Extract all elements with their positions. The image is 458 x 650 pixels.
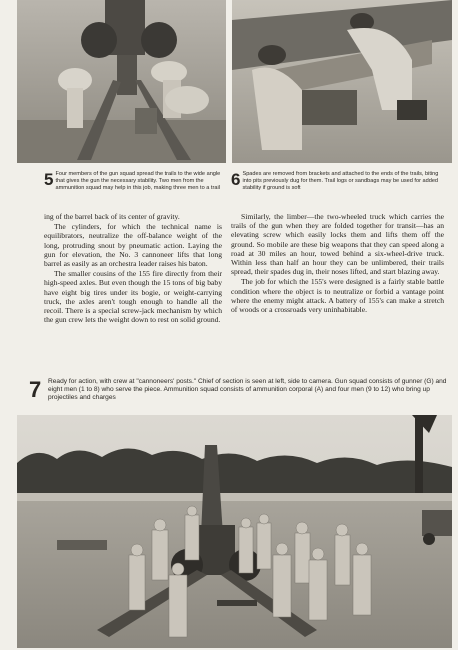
paragraph: Similarly, the limber—the two-wheeled truck which carries the trails of the gun when they are folded together for transit—has an elevating screw which easily locks them and lifts them off the ground. So mobile are these big weapons that they can speed along a road at 30 miles an hour, towed behind a six-wheel-drive truck. Within less than half an hour they can be unlimbered, their trails spread, their spades dug in, their noses lifted, and start blazing away. (231, 212, 444, 277)
caption-5 (44, 171, 224, 192)
caption-number: 6 (231, 170, 241, 189)
caption-number: 5 (44, 170, 54, 189)
paragraph: The cylinders, for which the technical name is equilibrators, neutralize the off-balance weight of the long, protruding snout by pneumatic action. Laying the gun for elevation, the No. 3 cannoneer lifts that long barrel as easily as an orchestra leader raises his baton. (44, 222, 222, 269)
caption-text: Ready for action, with crew at "cannoneers' posts." Chief of section is seen at left, side to camera. Gun squad consists of gunner (G) and eight men (1 to 8) who serve the piece. Ammunition squad consists of ammunition corporal (A) and four men (9 to 12) who bring up projectiles and charges (48, 378, 447, 402)
trails-spread-photo (17, 0, 226, 163)
paragraph: The smaller cousins of the 155 fire directly from their high-speed axles. But even though the 15 tons of big baby have eight big tires under its bogie, or weight-carrying truck, the axles aren't tough enough to handle all the recoil. There is a special screw-jack mechanism by which the gun crew lets the weight down to rest on solid ground. (44, 269, 222, 325)
paragraph: ing of the barrel back of its center of gravity. (44, 212, 180, 221)
caption-number: 7 (29, 377, 42, 402)
spades-attached-photo (232, 0, 452, 163)
caption-text: Spades are removed from brackets and attached to the ends of the trails, biting into pits previously dug for them. Trail logs or sandbags may be used for added stability if ground is soft (242, 171, 439, 191)
paragraph: The job for which the 155's were designed is a fairly stable battle condition where the object is to neutralize or forbid a vantage point where the enemy might attack. A battery of 155's can make a stretch of woods or a crossroads very uninhabitable. (231, 277, 444, 315)
caption-text: Four members of the gun squad spread the trails to the wide angle that gives the gun the necessary stability. Two men from the ammunition squad may help in this job, making three men to a trail (55, 171, 221, 191)
body-column-right (231, 212, 444, 314)
body-column-left (44, 212, 222, 324)
caption-7 (29, 377, 450, 402)
caption-6 (231, 171, 445, 192)
gun-crew-photo (17, 415, 452, 648)
